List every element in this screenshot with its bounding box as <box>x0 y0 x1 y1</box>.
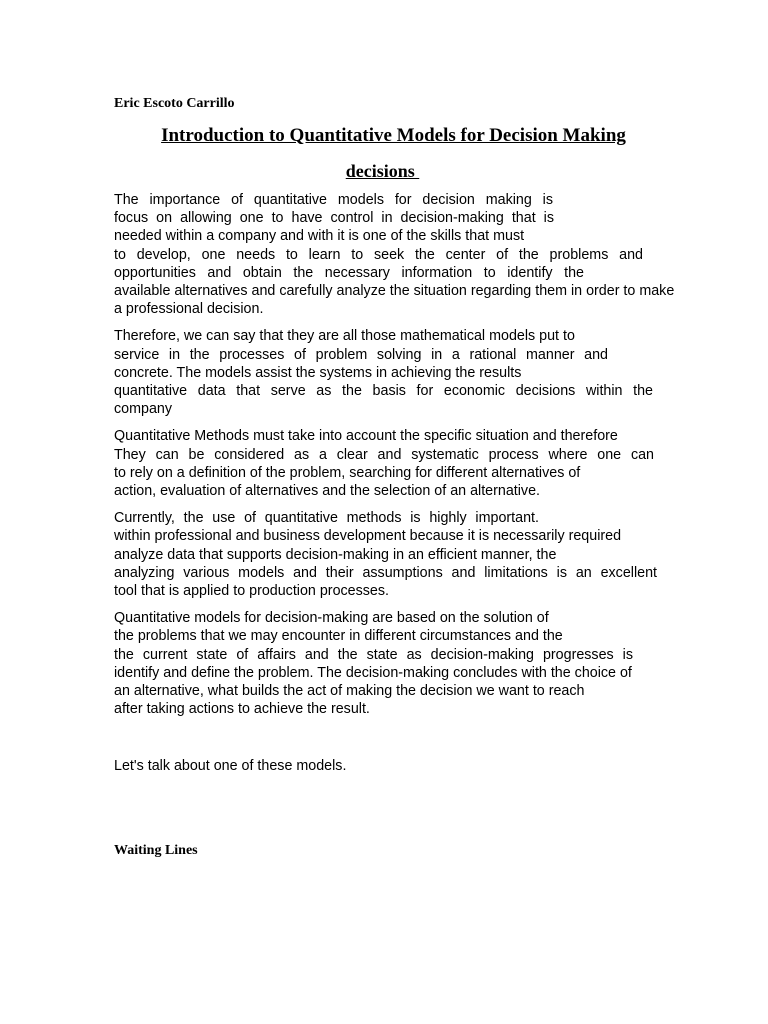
document-title: Introduction to Quantitative Models for Decision Making <box>161 125 626 146</box>
paragraph-line: Therefore, we can say that they are all those mathematical models put to <box>114 328 575 345</box>
paragraph-line: analyze data that supports decision-making in an efficient manner, the <box>114 546 557 563</box>
paragraph-line: Currently, the use of quantitative methods is highly important. <box>114 510 539 527</box>
paragraph-line: service in the processes of problem solving in a rational manner and <box>114 346 608 363</box>
paragraph-line: needed within a company and with it is one of the skills that must <box>114 228 525 245</box>
paragraph-line: identify and define the problem. The decision-making concludes with the choice of <box>114 664 632 681</box>
paragraph-line: They can be considered as a clear and systematic process where one can <box>114 446 654 463</box>
paragraph-3 <box>114 427 674 500</box>
body-text <box>114 191 674 727</box>
closing-line: Let's talk about one of these models. <box>114 758 347 774</box>
paragraph-line: to develop, one needs to learn to seek the center of the problems and <box>114 246 643 263</box>
paragraph-line: to rely on a definition of the problem, searching for different alternatives of <box>114 464 581 481</box>
paragraph-line: The importance of quantitative models for decision making is <box>114 192 553 208</box>
paragraph-2 <box>114 327 674 418</box>
paragraph-line: after taking actions to achieve the result. <box>114 701 370 718</box>
paragraph-line: the current state of affairs and the state as decision-making progresses is <box>114 646 633 663</box>
paragraph-line: a professional decision. <box>114 301 264 318</box>
paragraph-1 <box>114 191 674 318</box>
paragraph-4 <box>114 509 674 600</box>
paragraph-line: action, evaluation of alternatives and the selection of an alternative. <box>114 483 541 500</box>
paragraph-line: focus on allowing one to have control in decision-making that is <box>114 210 554 227</box>
paragraph-line: within professional and business development because it is necessarily required <box>114 528 622 545</box>
paragraph-line: opportunities and obtain the necessary information to identify the <box>114 264 584 281</box>
paragraph-line: Quantitative Methods must take into account the specific situation and therefore <box>114 428 618 445</box>
paragraph-line: quantitative data that serve as the basis for economic decisions within the <box>114 383 653 400</box>
section-heading: Waiting Lines <box>114 843 198 858</box>
paragraph-line: analyzing various models and their assumptions and limitations is an excellent <box>114 564 657 581</box>
paragraph-line: the problems that we may encounter in different circumstances and the <box>114 628 563 645</box>
paragraph-line: company <box>114 401 173 418</box>
paragraph-line: Quantitative models for decision-making are based on the solution of <box>114 610 549 627</box>
paragraph-line: concrete. The models assist the systems in achieving the results <box>114 364 522 381</box>
paragraph-line: tool that is applied to production processes. <box>114 583 389 600</box>
author-name: Eric Escoto Carrillo <box>114 96 235 111</box>
paragraph-line: available alternatives and carefully analyze the situation regarding them in order to make <box>114 283 675 300</box>
paragraph-line: an alternative, what builds the act of making the decision we want to reach <box>114 683 585 700</box>
paragraph-5 <box>114 609 674 718</box>
document-subtitle: decisions <box>345 161 420 181</box>
